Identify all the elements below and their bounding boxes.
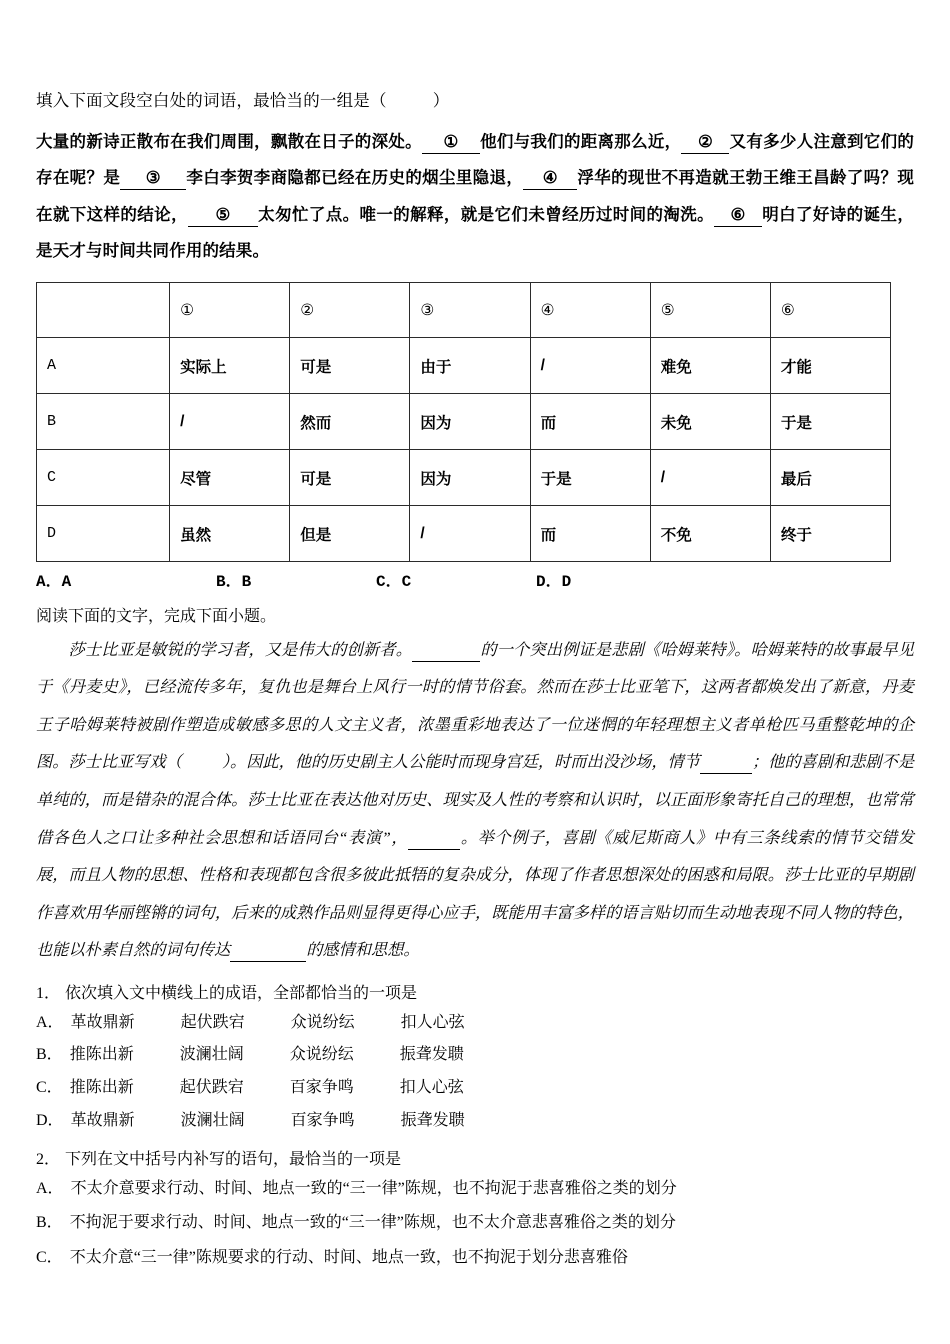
- cell-c-5: /: [650, 450, 770, 506]
- blank-marker-1: ①: [422, 131, 480, 154]
- cell-c-2: 可是: [290, 450, 410, 506]
- choice-label: C．: [36, 1079, 63, 1097]
- table-header-3: ③: [410, 283, 530, 338]
- question-1-choice-a[interactable]: [36, 1011, 914, 1036]
- cell-b-2: 然而: [290, 394, 410, 450]
- reading-passage: [36, 632, 914, 970]
- cell-c-4: 于是: [530, 450, 650, 506]
- row-label-a: A: [37, 338, 170, 394]
- options-table: [36, 282, 891, 562]
- cell-d-1: 虽然: [170, 506, 290, 562]
- choice-item: 百家争鸣: [290, 1112, 355, 1130]
- choice-label: B．: [36, 1214, 63, 1232]
- question-1-text: 依次填入文中横线上的成语，全部都恰当的一项是: [65, 984, 418, 1002]
- blank-marker-2: ②: [681, 131, 729, 154]
- choice-text: 不太介意要求行动、时间、地点一致的“三一律”陈规，也不拘泥于悲喜雅俗之类的划分: [70, 1179, 677, 1197]
- blank-marker-4: ④: [523, 167, 577, 190]
- choice-text: 不太介意“三一律”陈规要求的行动、时间、地点一致，也不拘泥于划分悲喜雅俗: [69, 1249, 628, 1267]
- answer-choice-a[interactable]: A．A: [36, 573, 72, 592]
- question-2-choice-a[interactable]: [36, 1177, 914, 1202]
- choice-item: 扣人心弦: [399, 1079, 464, 1097]
- choice-item: 振聋发聩: [399, 1046, 464, 1064]
- intro-seg-4: 李白李贺李商隐都已经在历史的烟尘里隐退，: [186, 168, 524, 188]
- cell-c-6: 最后: [770, 450, 890, 506]
- choice-item: 众说纷纭: [289, 1046, 354, 1064]
- intro-passage: [36, 124, 914, 271]
- table-row: [37, 394, 891, 450]
- table-header-4: ④: [530, 283, 650, 338]
- cell-b-6: 于是: [770, 394, 890, 450]
- cell-b-4: 而: [530, 394, 650, 450]
- passage-blank-4: [230, 940, 306, 962]
- cell-d-4: 而: [530, 506, 650, 562]
- cell-b-3: 因为: [410, 394, 530, 450]
- question-2-choice-c[interactable]: [36, 1246, 914, 1271]
- choice-item: 扣人心弦: [400, 1013, 465, 1031]
- choice-item: 波澜壮阔: [180, 1112, 245, 1130]
- cell-a-5: 难免: [650, 338, 770, 394]
- table-row: [37, 450, 891, 506]
- cell-a-3: 由于: [410, 338, 530, 394]
- table-row: [37, 506, 891, 562]
- question-heading-close-paren: ）: [432, 91, 450, 110]
- question-2-block: [36, 1148, 914, 1271]
- intro-seg-5: 浮华的现世不再造就王勃王维王昌龄了吗？现在就下这样的结论，: [36, 168, 915, 224]
- table-header-row: [37, 283, 891, 338]
- question-heading: [36, 88, 914, 114]
- question-1-stem: [36, 982, 914, 1007]
- table-header-2: ②: [290, 283, 410, 338]
- passage-blank-3: [408, 828, 460, 850]
- cell-d-5: 不免: [650, 506, 770, 562]
- answer-choice-c[interactable]: C．C: [376, 573, 412, 592]
- cell-a-6: 才能: [770, 338, 890, 394]
- choice-item: 推陈出新: [69, 1046, 134, 1064]
- passage-seg-5: 。举个例子，喜剧《威尼斯商人》中有三条线索的情节交错发展，而且人物的思想、性格和表现都包含很多彼此抵牾的复杂成分，体现了作者思想深处的困惑和局限。莎士比亚的早期剧作喜欢用华丽铿锵的词句，后来的成熟作品则显得更得心应手，既能用丰富多样的语言贴切而生动地表现不同人物的特色，也能以朴素自然的词句传达: [36, 828, 914, 960]
- cell-d-2: 但是: [290, 506, 410, 562]
- choice-label: D．: [36, 1112, 64, 1130]
- intro-seg-3: 又有多少人注意到它们的存在呢？是: [36, 131, 914, 188]
- cell-a-1: 实际上: [170, 338, 290, 394]
- passage-seg-4: ；他的喜剧和悲剧不是单纯的，而是错杂的混合体。莎士比亚在表达他对历史、现实及人性的考察和认识时，以正面形象寄托自己的理想，也常常借各色人之口让多种社会思想和话语同台“表演”，: [36, 753, 915, 847]
- choice-item: 波澜壮阔: [179, 1046, 244, 1064]
- question-heading-text: 填入下面文段空白处的词语，最恰当的一组是（: [36, 91, 387, 110]
- table-header-5: ⑤: [650, 283, 770, 338]
- cell-d-3: /: [410, 506, 530, 562]
- question-1-choice-b[interactable]: [36, 1043, 914, 1068]
- choice-item: 起伏跌宕: [180, 1013, 245, 1031]
- choice-item: 振聋发聩: [400, 1112, 465, 1130]
- answer-choice-d[interactable]: D．D: [536, 573, 572, 592]
- question-1-choice-c[interactable]: [36, 1076, 914, 1101]
- cell-b-1: /: [170, 394, 290, 450]
- question-1-number: 1．: [36, 984, 61, 1002]
- reading-lead-in: 阅读下面的文字，完成下面小题。: [36, 608, 277, 626]
- table-row: [37, 338, 891, 394]
- question-2-choice-b[interactable]: [36, 1211, 914, 1236]
- passage-seg-6: 的感情和思想。: [306, 941, 420, 960]
- choice-item: 革故鼎新: [70, 1013, 135, 1031]
- choice-item: 革故鼎新: [70, 1112, 135, 1130]
- question-1-choice-d[interactable]: [36, 1109, 914, 1134]
- choice-label: A．: [36, 1013, 64, 1031]
- answer-choice-b[interactable]: B．B: [216, 573, 252, 592]
- intro-seg-6: 太匆忙了点。唯一的解释，就是它们未曾经历过时间的淘洗。: [257, 204, 715, 224]
- intro-seg-7: 明白了好诗的诞生，是天才与时间共同作用的结果。: [36, 204, 914, 261]
- question-2-text: 下列在文中括号内补写的语句，最恰当的一项是: [65, 1150, 402, 1168]
- choice-label: A．: [36, 1179, 64, 1197]
- row-label-c: C: [37, 450, 170, 506]
- intro-seg-2: 他们与我们的距离那么近，: [479, 131, 682, 151]
- choice-item: 众说纷纭: [290, 1013, 355, 1031]
- choice-item: 起伏跌宕: [179, 1079, 244, 1097]
- cell-c-3: 因为: [410, 450, 530, 506]
- choice-item: 推陈出新: [69, 1079, 134, 1097]
- table-header-6: ⑥: [770, 283, 890, 338]
- blank-marker-6: ⑥: [714, 204, 762, 227]
- cell-a-4: /: [530, 338, 650, 394]
- cell-a-2: 可是: [290, 338, 410, 394]
- intro-seg-1: 大量的新诗正散布在我们周围，飘散在日子的深处。: [36, 131, 422, 151]
- cell-d-6: 终于: [770, 506, 890, 562]
- choice-item: 百家争鸣: [289, 1079, 354, 1097]
- passage-blank-2: [700, 752, 752, 774]
- row-label-d: D: [37, 506, 170, 562]
- question-2-number: 2．: [36, 1150, 61, 1168]
- answer-choice-row: [36, 568, 914, 598]
- cell-c-1: 尽管: [170, 450, 290, 506]
- passage-seg-2: 的一个突出例证是悲剧《哈姆莱特》。哈姆莱特的故事最早见于《丹麦史》，已经流传多年，复仇也是舞台上风行一时的情节俗套。然而在莎士比亚笔下，这两者都焕发出了新意，丹麦王子哈姆莱特被剧作塑造成敏感多思的人文主义者，浓墨重彩地表达了一位迷惘的年轻理想主义者单枪匹马重整乾坤的企图。莎士比亚写戏（: [36, 640, 914, 772]
- choice-text: 不拘泥于要求行动、时间、地点一致的“三一律”陈规，也不太介意悲喜雅俗之类的划分: [69, 1214, 676, 1232]
- passage-blank-1: [412, 640, 480, 662]
- passage-seg-3: ）。因此，他的历史剧主人公能时而现身宫廷，时而出没沙场，情节: [221, 753, 700, 772]
- passage-seg-1: 莎士比亚是敏锐的学习者，又是伟大的创新者。: [68, 640, 413, 659]
- row-label-b: B: [37, 394, 170, 450]
- choice-label: B．: [36, 1046, 63, 1064]
- blank-marker-5: ⑤: [188, 204, 258, 227]
- table-header-corner: [37, 283, 170, 338]
- blank-marker-3: ③: [120, 167, 186, 190]
- cell-b-5: 未免: [650, 394, 770, 450]
- table-header-1: ①: [170, 283, 290, 338]
- choice-label: C．: [36, 1249, 63, 1267]
- question-2-stem: [36, 1148, 914, 1173]
